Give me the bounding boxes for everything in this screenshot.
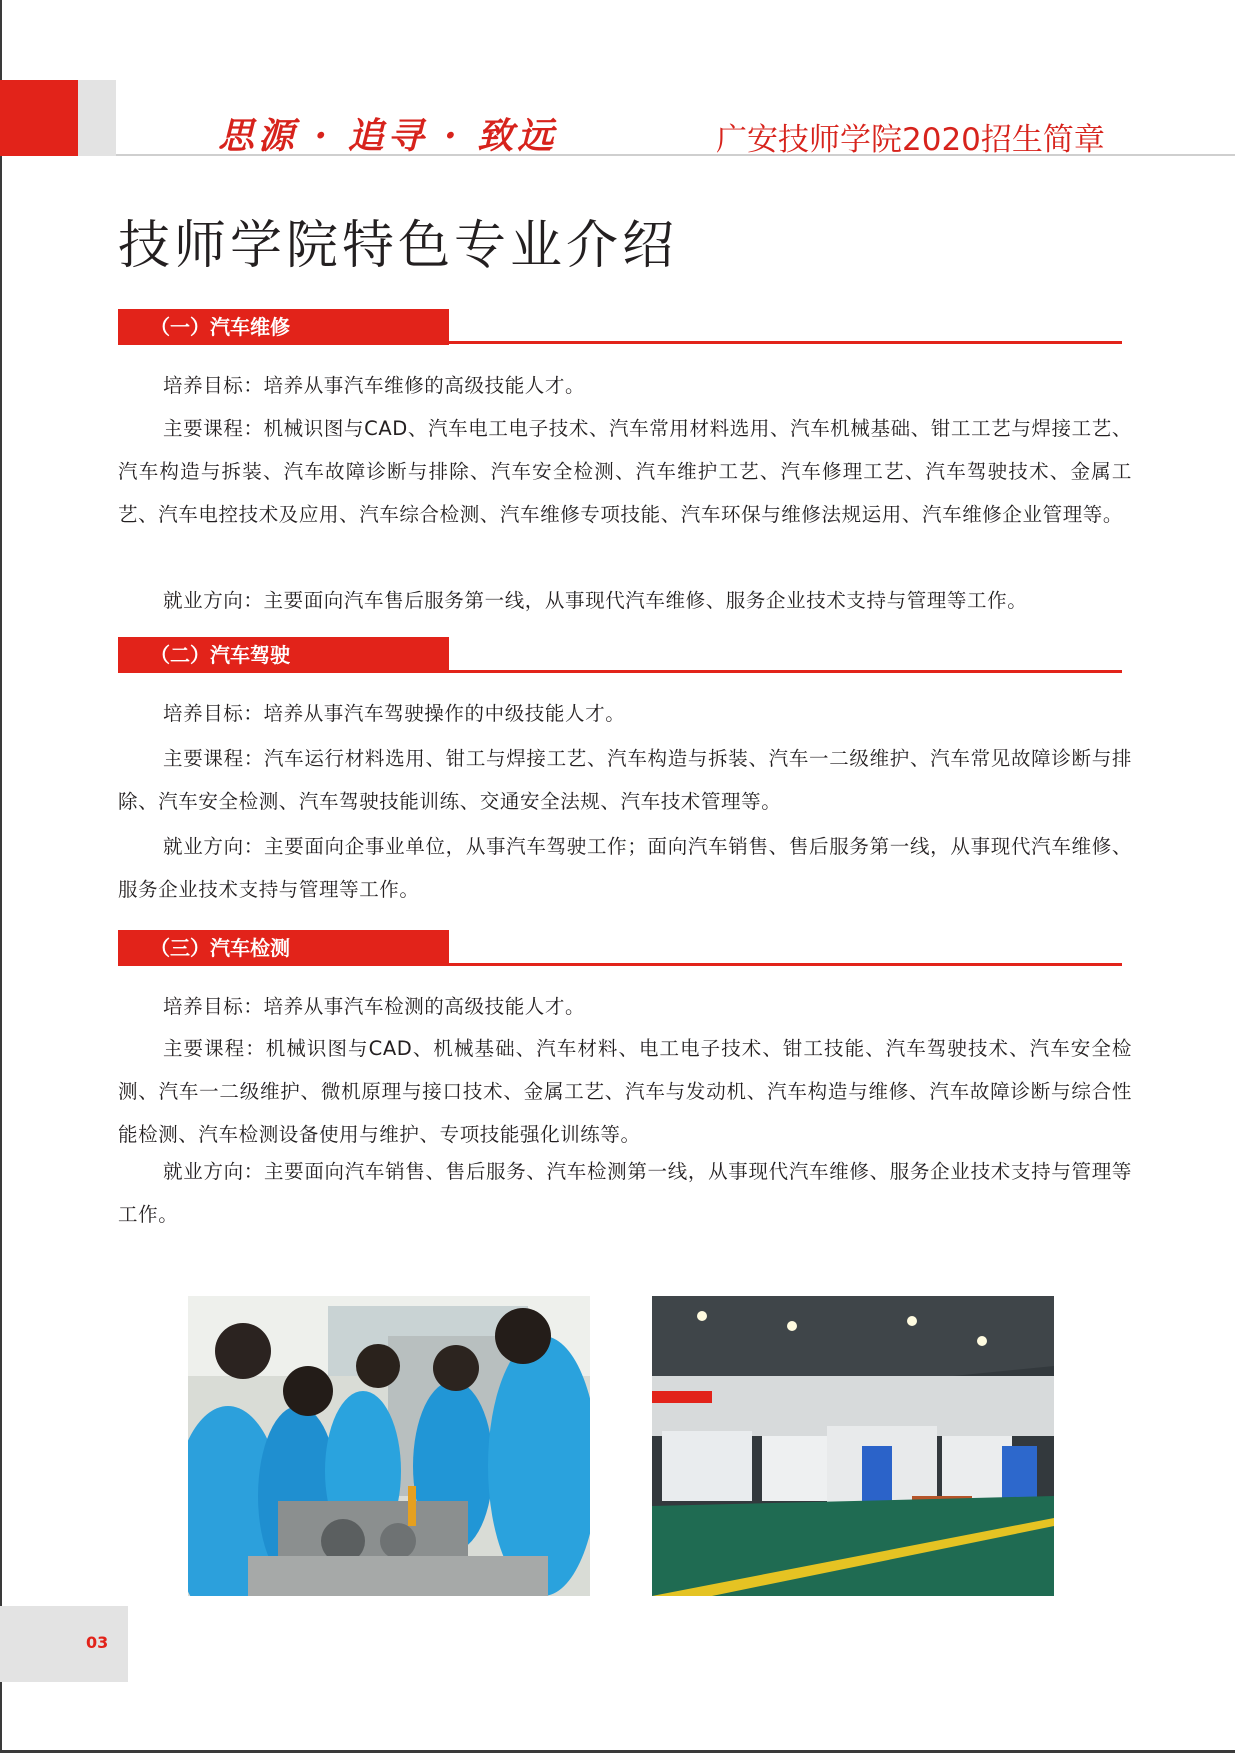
- header-red-block: [0, 80, 78, 156]
- header-gray-block: [78, 80, 116, 156]
- section-paragraph: 就业方向：主要面向企事业单位，从事汽车驾驶工作；面向汽车销售、售后服务第一线，从事现代汽车维修、服务企业技术支持与管理等工作。: [118, 835, 1132, 901]
- section-heading-auto-inspection: （三）汽车检测: [118, 930, 449, 966]
- section-paragraph: 就业方向：主要面向汽车售后服务第一线，从事现代汽车维修、服务企业技术支持与管理等工作。: [163, 589, 1028, 612]
- page-frame-left: [0, 0, 2, 1753]
- page-title: 技师学院特色专业介绍: [118, 216, 679, 276]
- section-paragraph: 培养目标：培养从事汽车检测的高级技能人才。: [163, 995, 586, 1018]
- section-divider: [449, 670, 1122, 673]
- header-school-title: 广安技师学院2020招生简章: [716, 122, 1105, 158]
- section-heading-auto-repair: （一）汽车维修: [118, 309, 449, 345]
- section-paragraph: 培养目标：培养从事汽车驾驶操作的中级技能人才。: [163, 702, 626, 725]
- section-paragraph: 主要课程：机械识图与CAD、汽车电工电子技术、汽车常用材料选用、汽车机械基础、钳工工艺与焊接工艺、汽车构造与拆装、汽车故障诊断与排除、汽车安全检测、汽车维护工艺、汽车修理工艺、汽车驾驶技术、金属工艺、汽车电控技术及应用、汽车综合检测、汽车维修专项技能、汽车环保与维修法规运用、汽车维修企业管理等。: [118, 417, 1132, 526]
- section-paragraph: 主要课程：机械识图与CAD、机械基础、汽车材料、电工电子技术、钳工技能、汽车驾驶技术、汽车安全检测、汽车一二级维护、微机原理与接口技术、金属工艺、汽车与发动机、汽车构造与维修、汽车故障诊断与综合性能检测、汽车检测设备使用与维护、专项技能强化训练等。: [118, 1037, 1132, 1146]
- section-divider: [449, 341, 1122, 344]
- section-paragraph: 主要课程：汽车运行材料选用、钳工与焊接工艺、汽车构造与拆装、汽车一二级维护、汽车常见故障诊断与排除、汽车安全检测、汽车驾驶技能训练、交通安全法规、汽车技术管理等。: [118, 747, 1132, 813]
- training-workshop-photo: [652, 1296, 1054, 1596]
- section-divider: [449, 963, 1122, 966]
- header-motto: 思源 · 追寻 · 致远: [218, 115, 558, 157]
- page-number-box: [0, 1606, 128, 1682]
- students-engine-photo: [188, 1296, 590, 1596]
- page-number: 03: [86, 1633, 109, 1652]
- section-paragraph: 就业方向：主要面向汽车销售、售后服务、汽车检测第一线，从事现代汽车维修、服务企业技术支持与管理等工作。: [118, 1160, 1132, 1226]
- section-heading-auto-driving: （二）汽车驾驶: [118, 637, 449, 673]
- section-paragraph: 培养目标：培养从事汽车维修的高级技能人才。: [163, 374, 586, 397]
